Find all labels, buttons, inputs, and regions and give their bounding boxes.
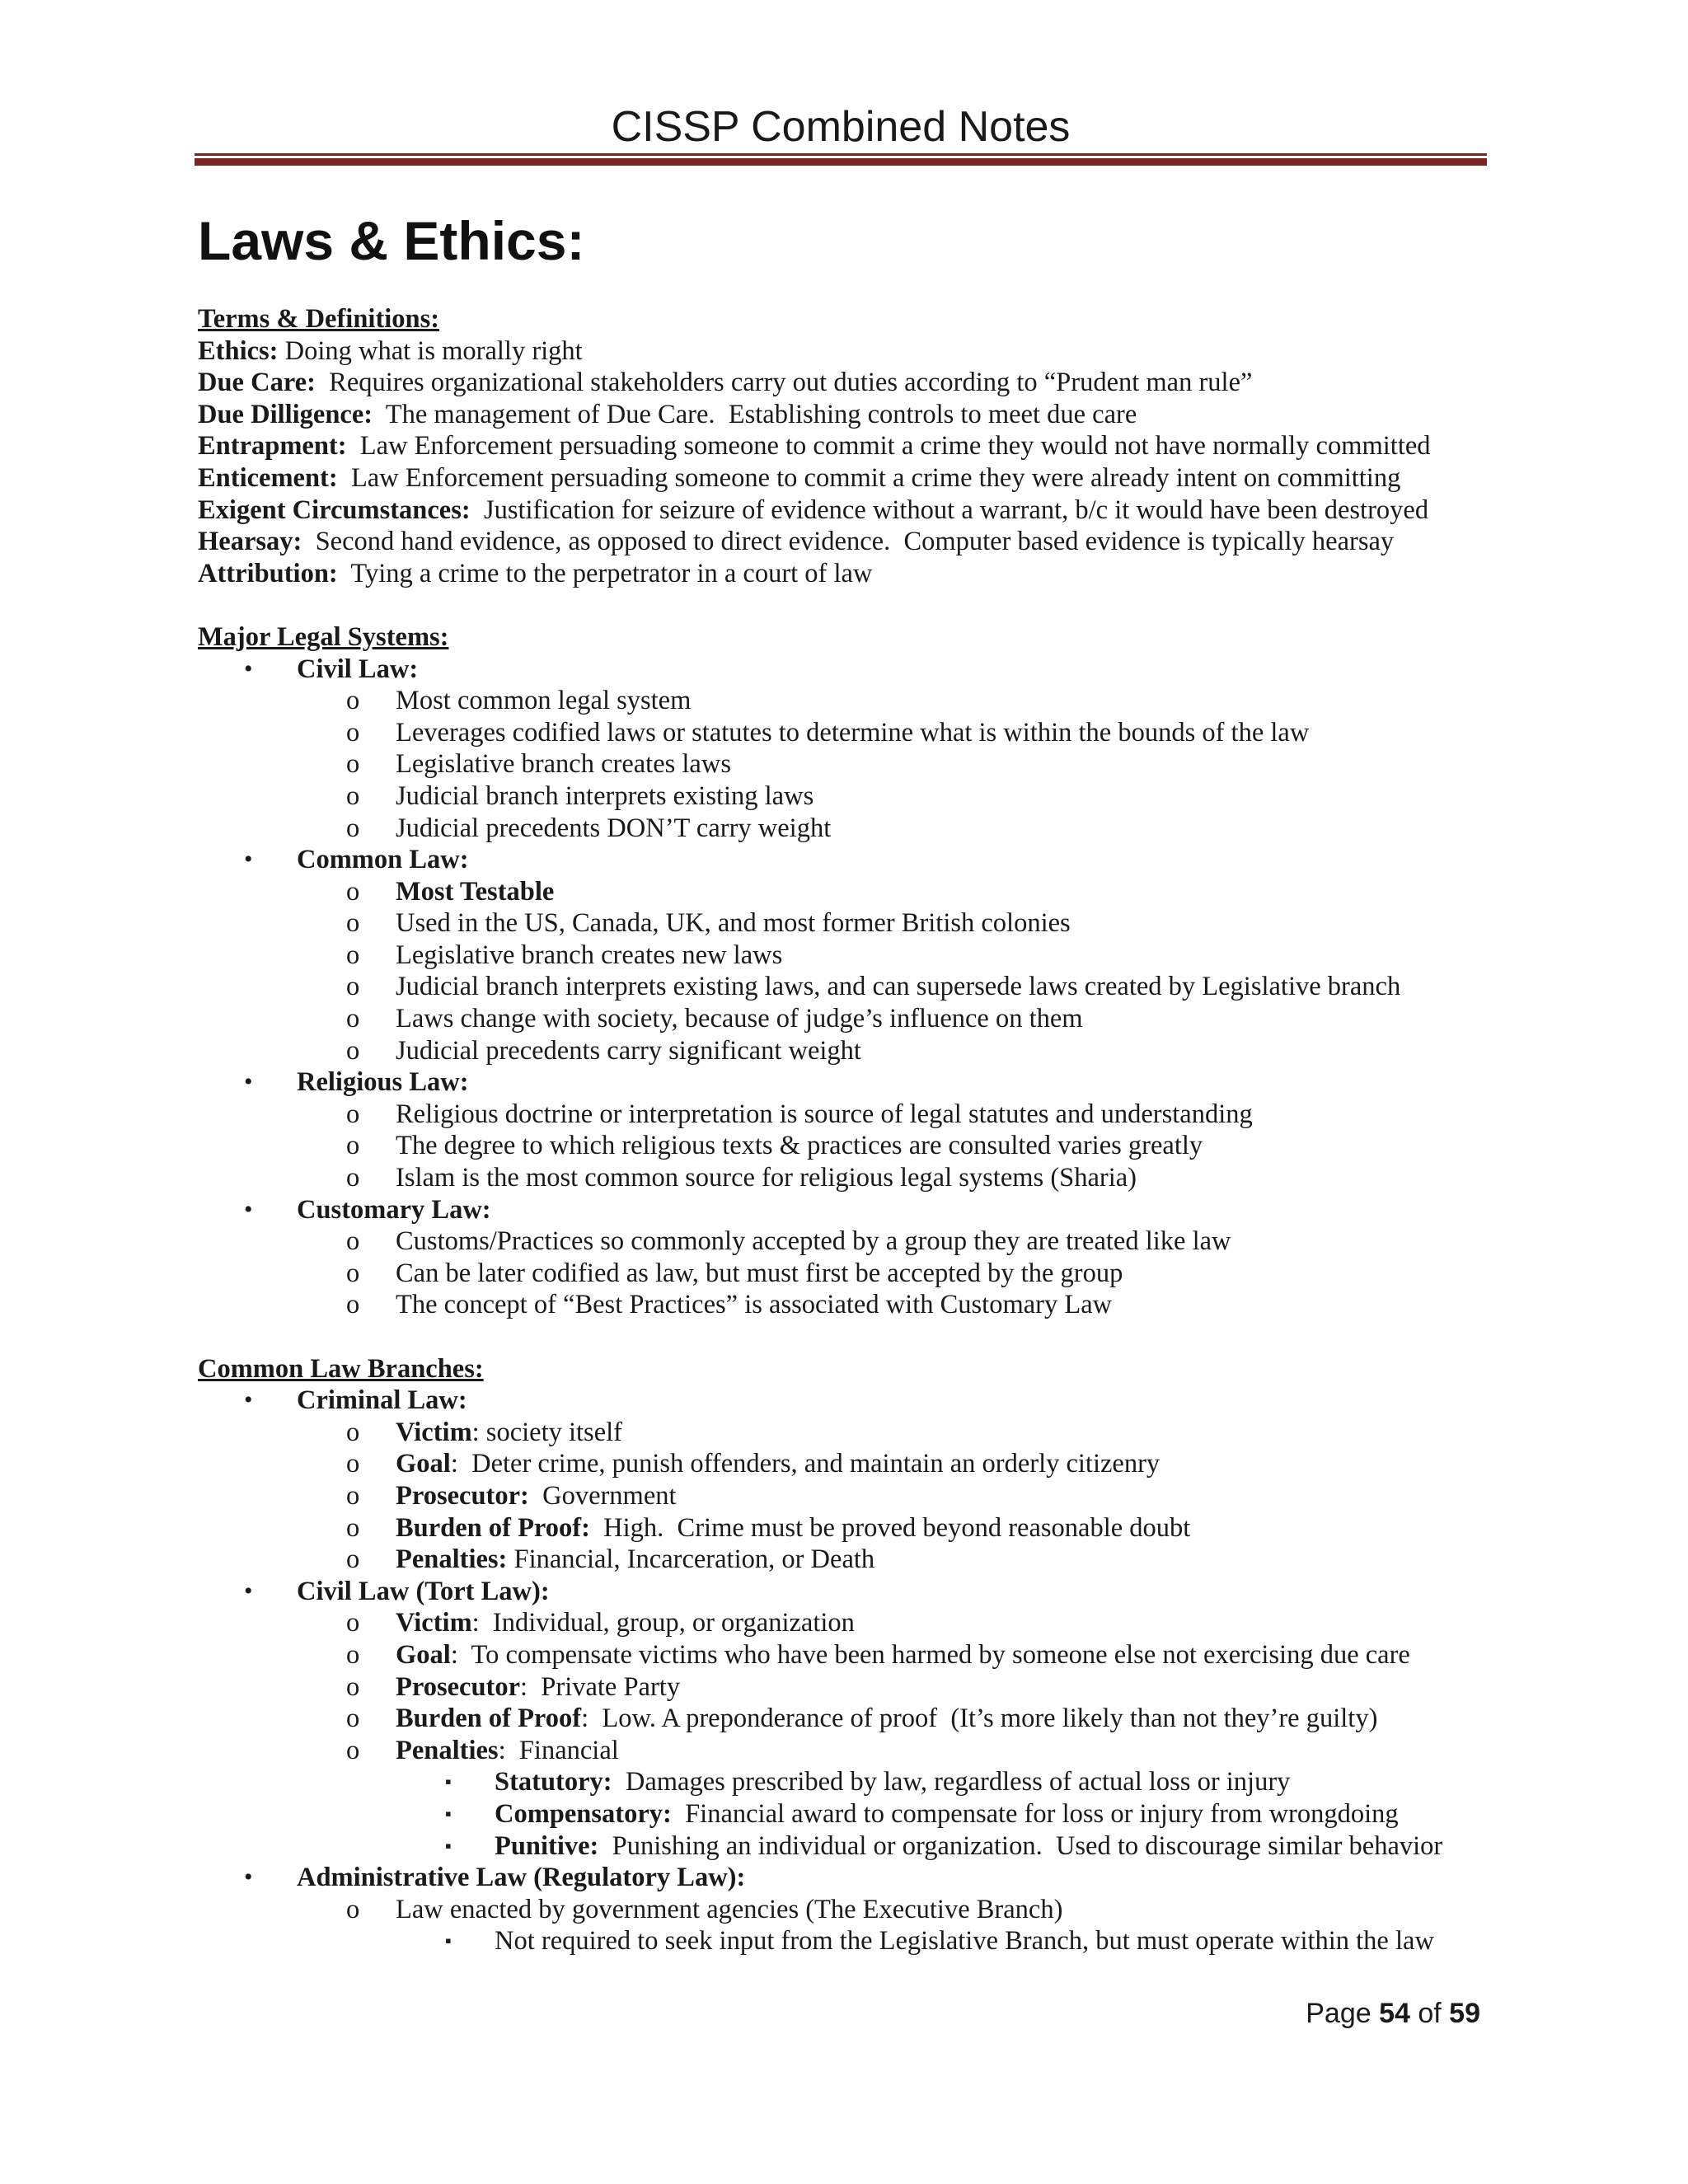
item-label: Victim (396, 1608, 472, 1638)
group-title: Administrative Law (Regulatory Law): (297, 1863, 746, 1893)
term-definition: Requires organizational stakeholders carry out duties according to “Prudent man rule” (315, 368, 1253, 398)
circle-bullet-icon: o (346, 686, 360, 716)
list-item-text: Used in the US, Canada, UK, and most former British colonies (396, 908, 1071, 939)
list-item (198, 940, 1484, 972)
term-label: Ethics: (198, 335, 279, 366)
circle-bullet-icon: o (346, 1608, 360, 1638)
term-exigent-circumstances (198, 494, 1484, 527)
item-text: : Private Party (520, 1671, 681, 1702)
item-text: : Low. A preponderance of proof (It’s more likely than not they’re guilty) (581, 1704, 1378, 1734)
branches-heading: Common Law Branches: (198, 1353, 484, 1384)
list-item-text: Leverages codified laws or statutes to determine what is within the bounds of the law (396, 717, 1310, 748)
list-item (198, 1671, 1484, 1704)
circle-bullet-icon: o (346, 1035, 360, 1066)
term-due-care (198, 367, 1484, 399)
sub-list-item (198, 1766, 1484, 1798)
list-item (198, 1639, 1484, 1671)
page-title: Laws & Ethics: (198, 210, 585, 271)
list-item-text: Customs/Practices so commonly accepted by a group they are treated like law (396, 1226, 1231, 1257)
header-rule-thick (195, 158, 1487, 166)
item-label: Compensatory: (495, 1798, 672, 1829)
list-item (198, 1162, 1484, 1194)
header-rule-thin (195, 153, 1487, 156)
item-text: Financial award to compensate for loss or injury from wrongdoing (671, 1798, 1399, 1829)
circle-bullet-icon: o (346, 813, 360, 843)
branch-administrative-law (198, 1862, 1484, 1894)
bullet-icon: • (244, 1863, 253, 1891)
list-item (198, 1512, 1484, 1544)
list-item (198, 1258, 1484, 1290)
term-label: Entrapment: (198, 431, 347, 462)
item-text: : society itself (471, 1417, 622, 1447)
current-page: 54 (1379, 1998, 1410, 2029)
term-definition: Law Enforcement persuading someone to commit a crime they were already intent on committing (337, 462, 1401, 493)
item-label: Goal (396, 1449, 451, 1479)
group-title: Civil Law (Tort Law): (297, 1576, 550, 1606)
list-item-text: Not required to seek input from the Legislative Branch, but must operate within the law (495, 1926, 1434, 1957)
branch-criminal-law (198, 1385, 1484, 1417)
list-item (198, 1417, 1484, 1449)
group-title: Customary Law: (297, 1194, 491, 1225)
square-bullet-icon: ▪ (445, 1835, 452, 1856)
list-item (198, 685, 1484, 717)
term-enticement (198, 462, 1484, 494)
list-item-text: Judicial branch interprets existing laws, and can supersede laws created by Legislative branch (396, 972, 1401, 1002)
list-item (198, 1226, 1484, 1258)
bullet-icon: • (244, 1577, 253, 1605)
term-ethics (198, 335, 1484, 368)
list-item (198, 907, 1484, 940)
list-item (198, 1607, 1484, 1639)
term-label: Enticement: (198, 462, 338, 493)
total-pages: 59 (1449, 1998, 1480, 2029)
legal-system-civil-law (198, 654, 1484, 686)
item-text: High. Crime must be proved beyond reasonable doubt (589, 1512, 1191, 1543)
circle-bullet-icon: o (346, 717, 360, 748)
list-item (198, 1035, 1484, 1067)
spacer (198, 1321, 1484, 1353)
list-item (198, 1703, 1484, 1735)
item-label: Prosecutor: (396, 1480, 529, 1511)
square-bullet-icon: ▪ (445, 1930, 452, 1952)
circle-bullet-icon: o (346, 1512, 360, 1543)
page-prefix: Page (1306, 1998, 1380, 2029)
document-body (198, 303, 1484, 1957)
list-item-text: Most common legal system (396, 686, 692, 716)
circle-bullet-icon: o (346, 1735, 360, 1765)
term-definition: Justification for seizure of evidence without a warrant, b/c it would have been destroyed (470, 494, 1429, 525)
item-label: Prosecutor (396, 1671, 521, 1702)
header-title: CISSP Combined Notes (611, 103, 1071, 151)
legal-system-customary-law (198, 1194, 1484, 1226)
list-item-text: Most Testable (396, 876, 555, 907)
list-item-text: Judicial branch interprets existing laws (396, 780, 814, 811)
bullet-icon: • (244, 1386, 253, 1414)
list-item (198, 748, 1484, 780)
legal-system-common-law (198, 844, 1484, 876)
item-label: Victim (396, 1417, 472, 1447)
list-item (198, 1544, 1484, 1576)
circle-bullet-icon: o (346, 780, 360, 811)
term-attribution (198, 558, 1484, 590)
term-hearsay (198, 526, 1484, 558)
item-label: Statutory: (495, 1767, 612, 1797)
list-item-text: Judicial precedents DON’T carry weight (396, 813, 832, 843)
circle-bullet-icon: o (346, 1671, 360, 1702)
circle-bullet-icon: o (346, 876, 360, 907)
item-label: Burden of Proof (396, 1704, 582, 1734)
term-label: Due Dilligence: (198, 399, 373, 429)
term-label: Attribution: (198, 558, 338, 588)
branch-civil-law (198, 1576, 1484, 1608)
item-label: Punitive: (495, 1830, 599, 1861)
list-item-text: Judicial precedents carry significant weight (396, 1035, 861, 1066)
term-label: Hearsay: (198, 527, 302, 557)
item-text: Government (528, 1480, 677, 1511)
square-bullet-icon: ▪ (445, 1771, 452, 1793)
circle-bullet-icon: o (346, 940, 360, 970)
circle-bullet-icon: o (346, 1704, 360, 1734)
item-label: Penalties (396, 1735, 499, 1765)
circle-bullet-icon: o (346, 1099, 360, 1129)
list-item-text: Law enacted by government agencies (The Executive Branch) (396, 1894, 1063, 1924)
term-definition: Law Enforcement persuading someone to commit a crime they would not have normally committed (346, 431, 1431, 462)
bullet-icon: • (244, 1068, 253, 1096)
group-title: Religious Law: (297, 1067, 469, 1098)
list-item (198, 780, 1484, 813)
item-text: Damages prescribed by law, regardless of actual loss or injury (612, 1767, 1291, 1797)
list-item-text: The degree to which religious texts & practices are consulted varies greatly (396, 1131, 1203, 1161)
term-definition: Second hand evidence, as opposed to direct evidence. Computer based evidence is typically hearsay (302, 527, 1395, 557)
list-item-text: Religious doctrine or interpretation is source of legal statutes and understanding (396, 1099, 1253, 1129)
list-item (198, 717, 1484, 749)
item-label: Burden of Proof: (396, 1512, 590, 1543)
list-item (198, 813, 1484, 845)
sub-list-item (198, 1830, 1484, 1863)
list-item-text: The concept of “Best Practices” is associated with Customary Law (396, 1290, 1113, 1320)
circle-bullet-icon: o (346, 1131, 360, 1161)
spacer (198, 589, 1484, 621)
item-text: : To compensate victims who have been harmed by someone else not exercising due care (450, 1639, 1410, 1670)
circle-bullet-icon: o (346, 749, 360, 780)
term-label: Exigent Circumstances: (198, 494, 471, 525)
term-definition: Tying a crime to the perpetrator in a court of law (337, 558, 873, 588)
list-item (198, 876, 1484, 908)
terms-heading: Terms & Definitions: (198, 304, 440, 334)
circle-bullet-icon: o (346, 1290, 360, 1320)
group-title: Civil Law: (297, 654, 419, 684)
list-item (198, 1735, 1484, 1767)
term-definition: The management of Due Care. Establishing controls to meet due care (373, 399, 1137, 429)
list-item-text: Can be later codified as law, but must first be accepted by the group (396, 1258, 1123, 1288)
sub-list-item (198, 1798, 1484, 1830)
circle-bullet-icon: o (346, 1480, 360, 1511)
list-item (198, 1894, 1484, 1926)
term-due-diligence (198, 399, 1484, 431)
list-item (198, 1099, 1484, 1131)
list-item (198, 1448, 1484, 1480)
bullet-icon: • (244, 846, 253, 874)
circle-bullet-icon: o (346, 1258, 360, 1288)
page-header (195, 102, 1487, 152)
item-label: Penalties: (396, 1544, 508, 1575)
term-entrapment (198, 430, 1484, 462)
list-item-text: Legislative branch creates new laws (396, 940, 783, 970)
term-definition: Doing what is morally right (278, 335, 583, 366)
circle-bullet-icon: o (346, 1163, 360, 1193)
circle-bullet-icon: o (346, 908, 360, 939)
term-label: Due Care: (198, 368, 316, 398)
list-item-text: Legislative branch creates laws (396, 749, 731, 780)
circle-bullet-icon: o (346, 1894, 360, 1924)
list-item-text: Islam is the most common source for religious legal systems (Sharia) (396, 1163, 1137, 1193)
list-item (198, 1130, 1484, 1162)
legal-system-religious-law (198, 1066, 1484, 1099)
sub-list-item (198, 1925, 1484, 1957)
bullet-icon: • (244, 1195, 253, 1223)
circle-bullet-icon: o (346, 1639, 360, 1670)
item-text: Punishing an individual or organization. Used to discourage similar behavior (598, 1830, 1443, 1861)
list-item (198, 971, 1484, 1003)
item-text: : Financial (498, 1735, 619, 1765)
bullet-icon: • (244, 654, 253, 682)
group-title: Common Law: (297, 845, 469, 875)
circle-bullet-icon: o (346, 972, 360, 1002)
item-text: : Deter crime, punish offenders, and maintain an orderly citizenry (450, 1449, 1160, 1479)
circle-bullet-icon: o (346, 1544, 360, 1575)
square-bullet-icon: ▪ (445, 1802, 452, 1824)
item-text: : Individual, group, or organization (471, 1608, 855, 1638)
item-text: Financial, Incarceration, or Death (507, 1544, 875, 1575)
circle-bullet-icon: o (346, 1449, 360, 1479)
list-item (198, 1289, 1484, 1321)
circle-bullet-icon: o (346, 1004, 360, 1034)
item-label: Goal (396, 1639, 451, 1670)
list-item-text: Laws change with society, because of judge’s influence on them (396, 1004, 1083, 1034)
circle-bullet-icon: o (346, 1417, 360, 1447)
circle-bullet-icon: o (346, 1226, 360, 1257)
list-item (198, 1480, 1484, 1512)
list-item (198, 1003, 1484, 1035)
legal-systems-heading: Major Legal Systems: (198, 621, 449, 652)
page-number (1236, 1998, 1480, 2030)
group-title: Criminal Law: (297, 1385, 467, 1416)
page-of: of (1409, 1998, 1450, 2029)
